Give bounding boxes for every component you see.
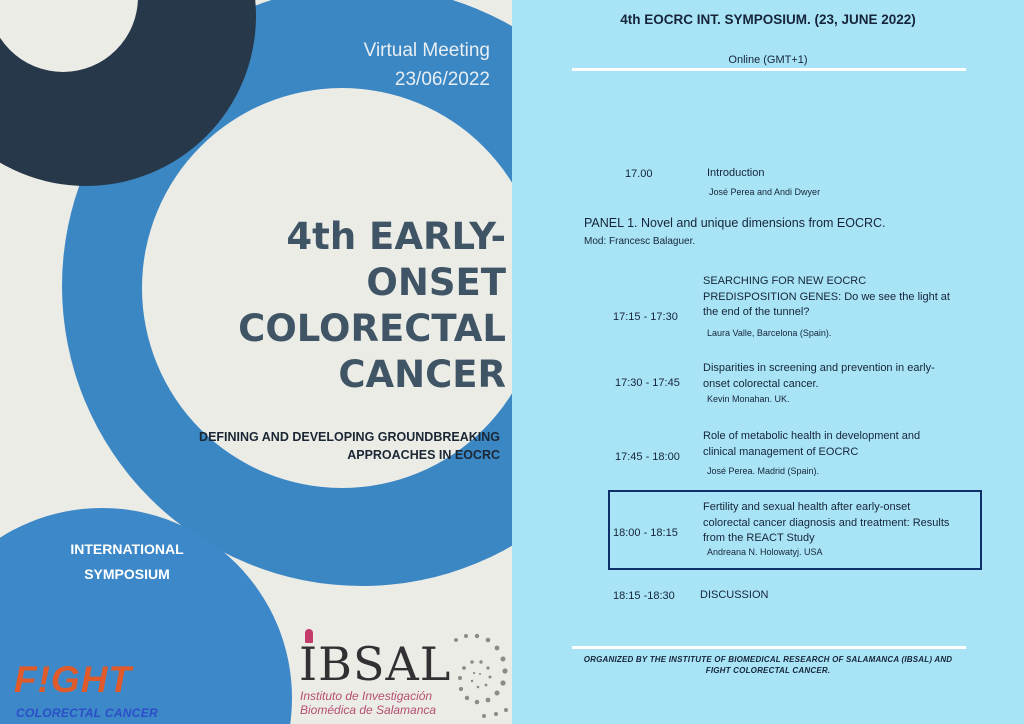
international-symposium-label (42, 537, 212, 587)
subtitle-line: APPROACHES IN EOCRC (347, 448, 500, 462)
footer-line: FIGHT COLORECTAL CANCER. (705, 666, 831, 675)
session-time: 17:30 - 17:45 (615, 377, 680, 389)
session-title (703, 361, 935, 392)
program-panel (512, 0, 1024, 724)
session-speaker: Andreana N. Holowatyj. USA (707, 547, 823, 557)
title-line: Fertility and sexual health after early-onset (703, 501, 911, 513)
session-time: 17.00 (625, 168, 653, 180)
session-time: 18:00 - 18:15 (613, 527, 678, 539)
title-line: ONSET (366, 261, 506, 304)
session-title (703, 274, 950, 321)
session-time: 17:15 - 17:30 (613, 311, 678, 323)
organizer-footer (558, 654, 978, 676)
title-line: colorectal cancer diagnosis and treatment: Results (703, 516, 950, 529)
symposium-line: SYMPOSIUM (84, 566, 170, 582)
session-speaker: Laura Valle, Barcelona (Spain). (707, 328, 832, 338)
ibsal-logo: IBSAL (299, 637, 452, 691)
symposium-line: INTERNATIONAL (70, 541, 184, 557)
online-label: Online (GMT+1) (728, 54, 808, 66)
header-divider (572, 68, 966, 71)
session-time: 18:15 -18:30 (613, 590, 675, 602)
session-title (703, 429, 920, 460)
title-line: from the REACT Study (703, 532, 815, 544)
title-line: clinical management of EOCRC (703, 445, 859, 458)
fight-logo: F!GHT (14, 659, 133, 700)
poster-title (26, 214, 506, 398)
session-speaker: José Perea. Madrid (Spain). (707, 466, 820, 476)
session-speaker: Kevin Monahan. UK. (707, 394, 790, 404)
ibsal-sub-line: Instituto de Investigación (300, 689, 433, 703)
virtual-meeting-label (364, 36, 490, 94)
session-speaker: José Perea and Andi Dwyer (709, 187, 821, 197)
session-title: DISCUSSION (700, 589, 769, 601)
title-line: COLORECTAL (238, 307, 506, 350)
ibsal-sub-line: Biomédica de Salamanca (300, 703, 437, 717)
fight-logo-subtitle: COLORECTAL CANCER (16, 706, 158, 720)
program-header: 4th EOCRC INT. SYMPOSIUM. (23, JUNE 2022) (620, 12, 916, 27)
poster-subtitle (140, 428, 500, 464)
ibsal-logo-subtitle (300, 689, 436, 717)
session-title: Introduction (707, 167, 765, 179)
subtitle-line: DEFINING AND DEVELOPING GROUNDBREAKING (199, 430, 500, 444)
title-line: 4th EARLY- (286, 215, 506, 258)
session-time: 17:45 - 18:00 (615, 451, 680, 463)
ibsal-spiral-icon (446, 630, 512, 722)
title-line: the end of the tunnel? (703, 306, 810, 318)
title-line: Role of metabolic health in development and (703, 430, 921, 442)
title-line: CANCER (338, 353, 506, 396)
title-line: Disparities in screening and prevention in early- (703, 362, 935, 374)
panel-moderator: Mod: Francesc Balaguer. (584, 236, 696, 247)
title-line: onset colorectal cancer. (703, 377, 819, 390)
footer-line: ORGANIZED BY THE INSTITUTE OF BIOMEDICAL RESEARCH OF SALAMANCA (IBSAL) AND (583, 655, 953, 664)
title-line: PREDISPOSITION GENES: Do we see the light at (703, 290, 950, 303)
meeting-date: 23/06/2022 (394, 69, 490, 90)
panel-title: PANEL 1. Novel and unique dimensions from EOCRC. (584, 216, 886, 230)
virtual-meeting-text: Virtual Meeting (363, 40, 490, 61)
title-line: SEARCHING FOR NEW EOCRC (703, 275, 867, 287)
footer-divider (572, 646, 966, 649)
session-title (703, 500, 949, 547)
